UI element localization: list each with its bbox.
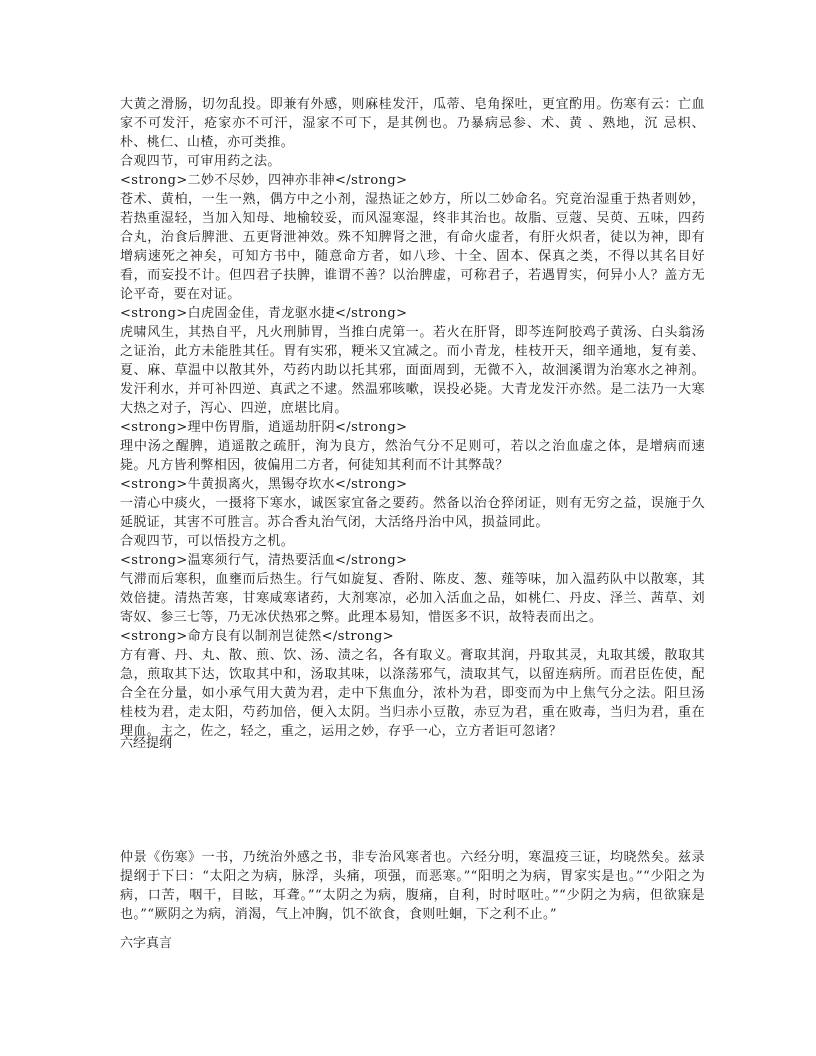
paragraph: 理中汤之醒脾，逍遥散之疏肝，洵为良方，然治气分不足则可，若以之治血虚之体，是增病而速毙。凡方皆利弊相因，彼偏用二方者，何徒知其利而不计其弊哉？: [120, 439, 705, 473]
main-text-block: [120, 95, 705, 741]
section-heading-raw: <strong>白虎固金佳，青龙驱水捷</strong>: [120, 306, 408, 321]
paragraph: 合观四节，可以悟投方之机。: [120, 534, 295, 549]
paragraph: 气滞而后寒积，血壅而后热生。行气如旋复、香附、陈皮、葱、薤等味，加入温药队中以散寒，其效倍捷。清热苦寒，甘寒咸寒诸药，大剂寒凉，必加入活血之品，如桃仁、丹皮、泽兰、茜草、刘寄奴、参三七等，乃无冰伏热邪之弊。此理本易知，惜医多不识，故特表而出之。: [120, 572, 705, 625]
paragraph: 方有膏、丹、丸、散、煎、饮、汤、渍之名，各有取义。膏取其润，丹取其灵，丸取其缓，散取其急，煎取其下达，饮取其中和，汤取其味，以涤荡邪气，渍取其气，以留连病所。而君臣佐使，配合全在分量，如小承气用大黄为君，走中下焦血分，浓朴为君，即变而为中上焦气分之法。阳旦汤桂枝为君，走太阳，芍药加倍，便入太阴。当归赤小豆散，赤豆为君，重在败毒，当归为君，重在理血。主之，佐之，轻之，重之，运用之妙，存乎一心，立方者讵可忽诸？: [120, 648, 705, 739]
section-heading-raw: <strong>理中伤胃脂，逍遥劫肝阴</strong>: [120, 420, 408, 435]
paragraph: 苍术、黄柏，一生一熟，偶方中之小剂，湿热证之妙方，所以二妙命名。究竟治湿重于热者则妙，若热重湿轻，当加入知母、地榆较妥，而风湿寒湿，终非其治也。故脂、豆蔻、吴萸、五味，四药合丸，治食后脾泄、五更肾泄神效。殊不知脾肾之泄，有命火虚者，有肝火炽者，徒以为神，即有增病速死之神矣，可知方书中，随意命方者，如八珍、十全、固本、保真之类，不得以其名目好看，而妄投不计。但四君子扶脾，谁谓不善？以治脾虚，可称君子，若遇胃实，何异小人？盖方无论平奇，要在对证。: [120, 192, 705, 302]
paragraph: 虎啸风生，其热自平，凡火刑肺胃，当推白虎第一。若火在肝肾，即芩连阿胶鸡子黄汤、白头翁汤之证治，此方未能胜其任。胃有实邪，粳米又宜减之。而小青龙，桂枝开天，细辛通地，复有姜、夏、麻、草温中以散其外，芍药内助以托其邪，面面周到，无微不入，故洄溪谓为治寒水之神剂。发汗利水，并可补四逆、真武之不逮。然温邪咳嗽，误投必毙。大青龙发汗亦然。是二法乃一大寒大热之对子，泻心、四逆，庶堪比肩。: [120, 325, 705, 416]
liujing-text-block: [120, 848, 705, 924]
section-heading-raw: <strong>温寒须行气，清热要活血</strong>: [120, 553, 408, 568]
section-heading-raw: <strong>二妙不尽妙，四神亦非神</strong>: [120, 173, 408, 188]
paragraph: 合观四节，可审用药之法。: [120, 154, 281, 169]
section-heading-raw: <strong>牛黄损离火，黑锡夺坎水</strong>: [120, 477, 408, 492]
chapter-heading-liujing: 六经提纲: [120, 736, 173, 751]
paragraph: 仲景《伤寒》一书，乃统治外感之书，非专治风寒者也。六经分明，寒温疫三证，均晓然矣。兹录提纲于下曰：“太阳之为病，脉浮，头痛，项强，而恶寒。”“阳明之为病，胃家实是也。”“少阳之为病，口苦，咽干，目眩，耳聋。”“太阴之为病，腹痛，自利，时时呕吐。”“少阴之为病，但欲寐是也。”“厥阴之为病，消渴，气上冲胸，饥不欲食，食则吐蛔，下之利不止。”: [120, 850, 705, 922]
paragraph: 大黄之滑肠，切勿乱投。即兼有外感，则麻桂发汗，瓜蒂、皂角探吐，更宜酌用。伤寒有云：亡血家不可发汗，疮家亦不可汗，湿家不可下，是其例也。乃暴病忌参、术、黄 、熟地，沉 忌枳、朴、桃仁、山楂，亦可类推。: [120, 97, 705, 150]
chapter-heading-liuzi: 六字真言: [120, 936, 173, 951]
section-heading-raw: <strong>命方良有以制剂岂徒然</strong>: [120, 629, 395, 644]
paragraph: 一清心中痰火，一摄将下寒水，诚医家宜备之要药。然备以治仓猝闭证，则有无穷之益，误施于久延脱证，其害不可胜言。苏合香丸治气闭，大活络丹治中风，损益同此。: [120, 496, 705, 530]
